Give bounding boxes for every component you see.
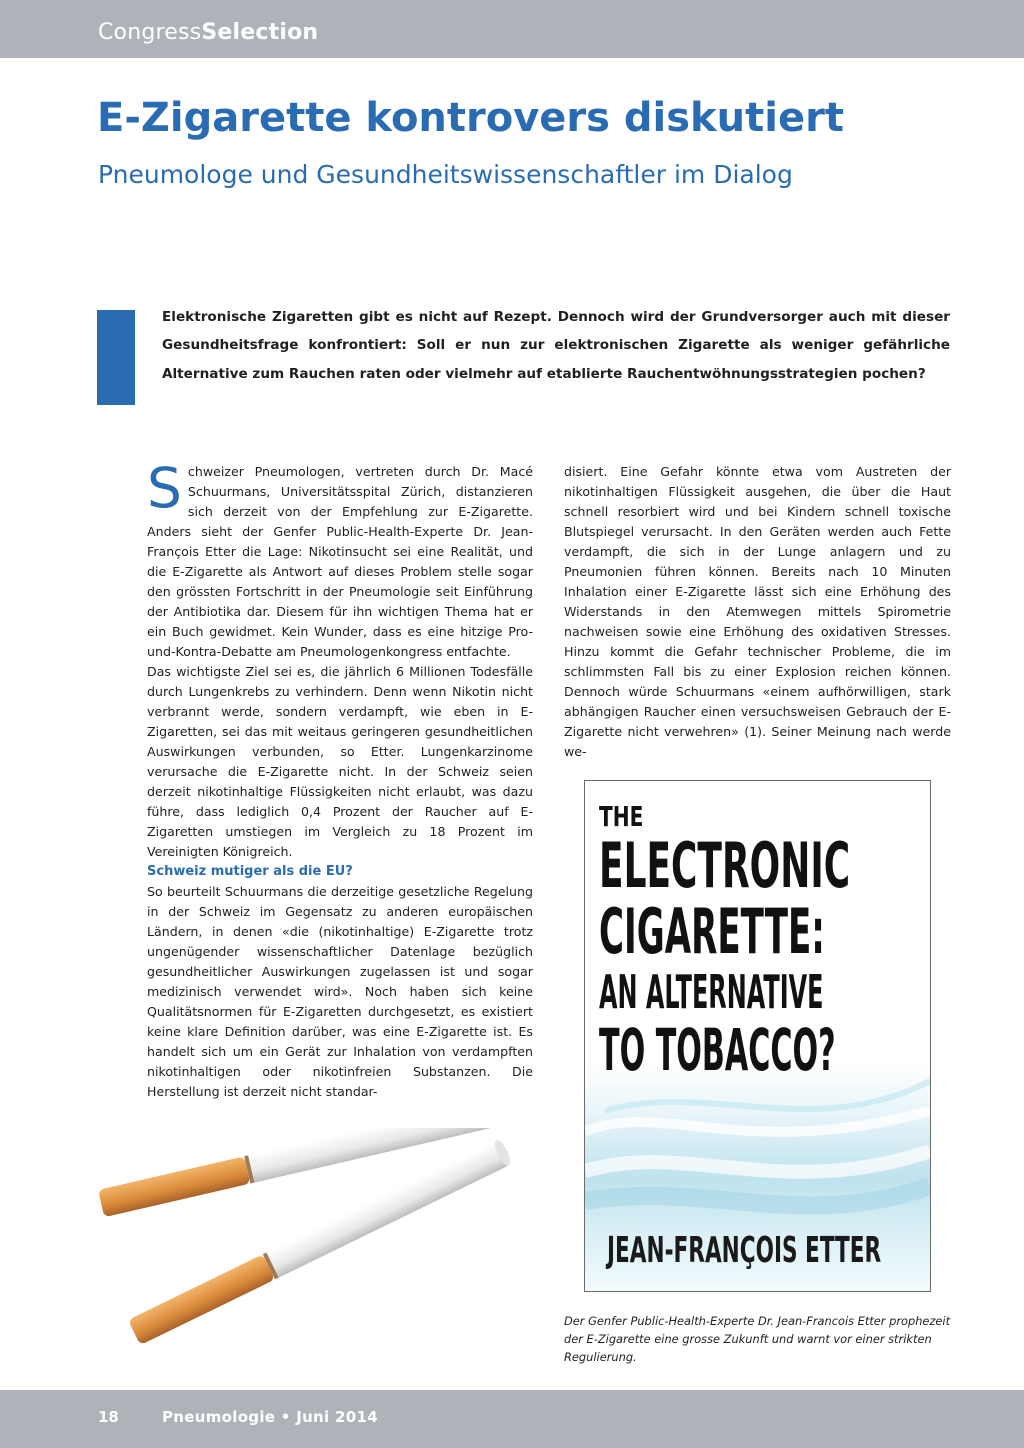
lead-accent-bar — [97, 310, 135, 405]
paragraph-2: Das wichtigste Ziel sei es, die jährlich 6 Millionen Todesfälle durch Lungenkrebs zu verhindern. Denn wenn Nikotin nicht verbrannt werde, sondern verdampft, wie eben in E-Zigaretten, sei das mit weitaus geringeren gesundheitlichen Auswirkungen verbunden, so Etter. Lungenkarzinome verursache die E-Zigarette nicht. In der Schweiz seien derzeit nikotinhaltige Flüssigkeiten nicht erlaubt, was dazu führe, dass lediglich 0,4 Prozent der Raucher auf E-Zigaretten umstiegen im Vergleich zu 18 Prozent im Vereinigten Königreich. — [147, 664, 533, 859]
journal-issue: Pneumologie • Juni 2014 — [162, 1408, 378, 1426]
text-column-right — [564, 462, 951, 762]
book-title-line-1: THE — [599, 800, 644, 833]
drop-cap: S — [147, 456, 182, 520]
paragraph-3: So beurteilt Schuurmans die derzeitige gesetzliche Regelung in der Schweiz im Gegensatz zu anderen europäischen Ländern, in denen «die (nikotinhaltige) E-Zigarette trotz ungenügender wissenschaftlicher Datenlage bezüglich gesundheitlicher Auswirkungen zugelassen ist und sogar medizinisch verwendet wird». Noch haben sich keine Qualitätsnormen für E-Zigaretten durchgesetzt, es existiert keine klare Definition darüber, was eine E-Zigarette ist. Es handelt sich um ein Gerät zur Inhalation von verdampften nikotinhaltigen oder nikotinfreien Substanzen. Die Herstellung ist derzeit nicht standar- — [147, 884, 533, 1099]
book-title-line-3: CIGARETTE: — [599, 895, 825, 968]
cigarette-2 — [128, 1138, 513, 1345]
cigarettes-image — [90, 1128, 530, 1378]
book-title-line-2: ELECTRONIC — [599, 829, 851, 902]
article-subtitle: Pneumologe und Gesundheitswissenschaftler im Dialog — [98, 160, 793, 189]
footer-bar — [0, 1390, 1024, 1448]
paragraph-1-text: chweizer Pneumologen, vertreten durch Dr. Macé Schuurmans, Universitätsspital Zürich, distanzieren sich derzeit von der Empfehlung zur E-Zigarette. Anders sieht der Genfer Public-Health-Experte Dr. Jean-François Etter die Lage: Nikotinsucht sei eine Realität, und die E-Zigarette als Antwort auf dieses Problem stelle sogar den grössten Fortschritt in der Pneumologie seit Einführung der Antibiotika dar. Diesem für ihn wichtigen Thema hat er ein Buch gewidmet. Kein Wunder, dass es eine hitzige Pro-und-Kontra-Debatte am Pneumologenkongress entfachte. — [147, 464, 533, 659]
brand-part-2: Selection — [201, 20, 319, 45]
article-title: E-Zigarette kontrovers diskutiert — [97, 95, 844, 141]
text-column-left — [147, 456, 533, 1102]
book-author: JEAN-FRANÇOIS ETTER — [607, 1230, 882, 1271]
book-title-line-4: AN ALTERNATIVE — [599, 965, 824, 1019]
book-title — [599, 800, 919, 1084]
paragraph-4: disiert. Eine Gefahr könnte etwa vom Austreten der nikotinhaltigen Flüssigkeit ausgehen, die über die Haut schnell resorbiert wird und bei Kindern schnell toxische Blutspiegel verursacht. In den Geräten werden auch Fette verdampft, die sich in der Lunge anlagern und zu Pneumonien führen können. Bereits nach 10 Minuten Inhalation einer E-Zigarette lässt sich eine Erhöhung des Widerstands in den Atemwegen mittels Spirometrie nachweisen sowie eine Erhöhung des oxidativen Stresses. Hinzu kommt die Gefahr technischer Probleme, die im schlimmsten Fall bis zu einer Explosion reichen können. Dennoch würde Schuurmans «einem aufhörwilligen, stark abhängigen Raucher einen versuchsweisen Gebrauch der E-Zigarette nicht verwehren» (1). Seiner Meinung nach werde we- — [564, 464, 951, 759]
article-lead: Elektronische Zigaretten gibt es nicht auf Rezept. Dennoch wird der Grundversorger auch mit dieser Gesundheitsfrage konfrontiert: Soll er nun zur elektronischen Zigarette als weniger gefährliche Alternative zum Rauchen raten oder vielmehr auf etablierte Rauchentwöhnungsstrategien pochen? — [162, 309, 950, 382]
paragraph-1 — [147, 456, 533, 662]
section-subheading: Schweiz mutiger als die EU? — [147, 864, 353, 879]
book-cover-image — [584, 780, 931, 1292]
page-number: 18 — [98, 1408, 119, 1426]
brand-part-1: Congress — [98, 20, 202, 45]
image-caption: Der Genfer Public-Health-Experte Dr. Jean-Francois Etter prophezeit der E-Zigarette eine grosse Zukunft und warnt vor einer strikten Regulierung. — [564, 1314, 951, 1364]
book-title-line-5: TO TOBACCO? — [599, 1016, 836, 1084]
brand-logo — [98, 18, 318, 48]
